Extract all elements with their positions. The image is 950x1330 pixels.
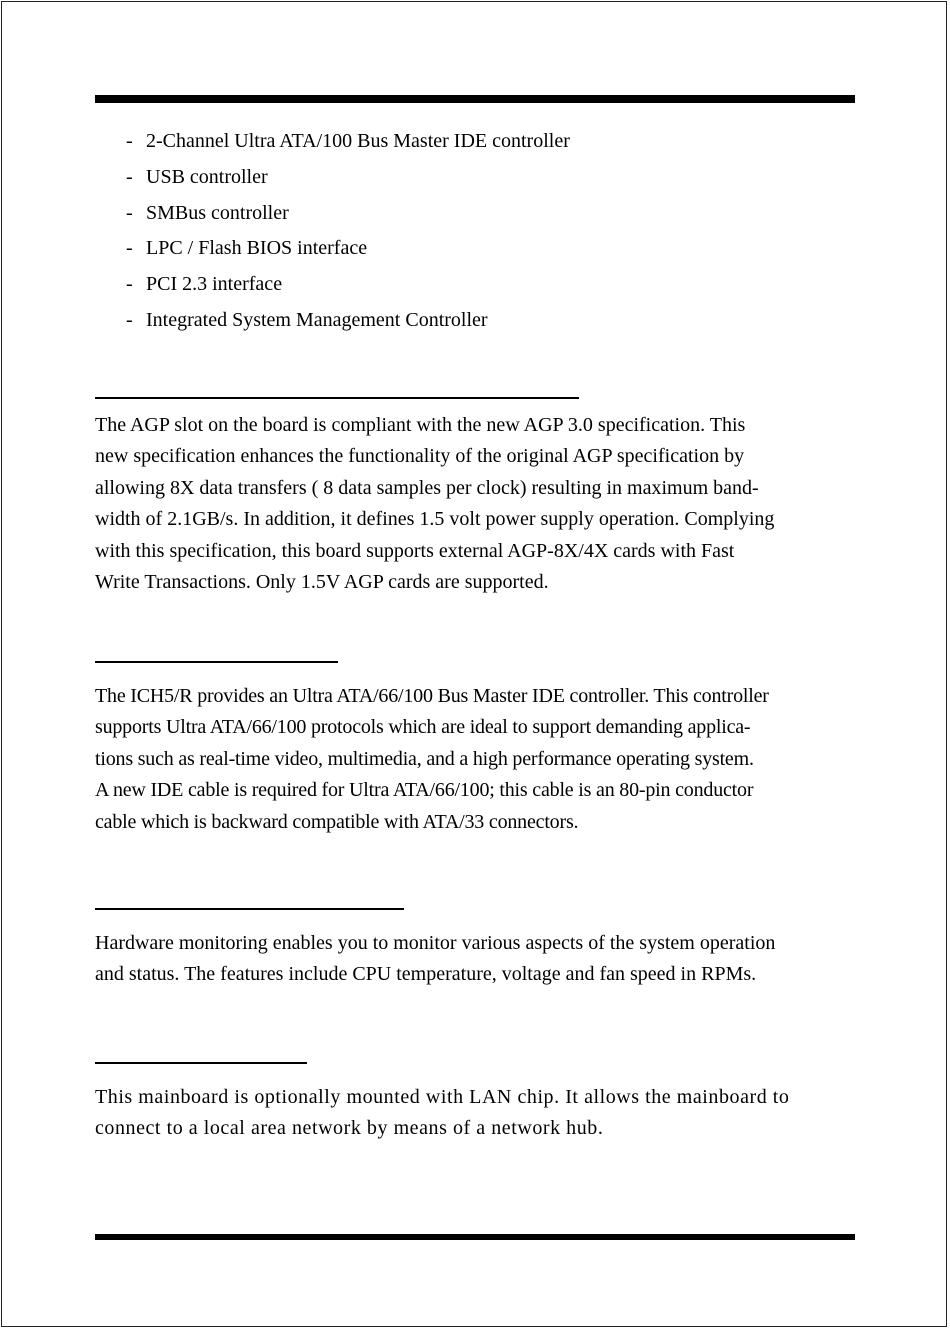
paragraph-line: The AGP slot on the board is compliant with the new AGP 3.0 specification. This: [95, 414, 746, 436]
list-item: [126, 231, 570, 267]
agp-paragraph: [95, 410, 857, 598]
list-item-text: 2-Channel Ultra ATA/100 Bus Master IDE controller: [146, 130, 570, 152]
feature-list: [126, 124, 570, 339]
list-item: [126, 196, 570, 232]
list-item-text: PCI 2.3 interface: [146, 273, 283, 296]
paragraph-line: width of 2.1GB/s. In addition, it defines 1.5 volt power supply operation. Complying: [95, 508, 775, 531]
list-marker: -: [126, 273, 133, 296]
list-item-text: SMBus controller: [146, 201, 289, 224]
ide-paragraph: [95, 681, 857, 838]
paragraph-line: connect to a local area network by means of a network hub.: [95, 1117, 604, 1140]
list-marker: -: [126, 308, 133, 331]
paragraph-line: tions such as real-time video, multimedia, and a high performance operating system.: [95, 747, 754, 770]
list-item: [126, 160, 570, 196]
list-item-text: Integrated System Management Controller: [146, 308, 488, 331]
paragraph-line: allowing 8X data transfers ( 8 data samples per clock) resulting in maximum band-: [95, 476, 759, 499]
agp-section-heading-rule: [95, 397, 579, 399]
paragraph-line: Hardware monitoring enables you to monitor various aspects of the system operation: [95, 932, 776, 954]
footer-rule: [95, 1234, 855, 1240]
paragraph-line: The ICH5/R provides an Ultra ATA/66/100 Bus Master IDE controller. This controller: [95, 685, 769, 707]
list-item-text: LPC / Flash BIOS interface: [146, 237, 368, 260]
lan-paragraph: [95, 1082, 857, 1145]
list-marker: -: [126, 130, 133, 152]
ide-section-heading-rule: [95, 661, 338, 663]
paragraph-line: and status. The features include CPU temperature, voltage and fan speed in RPMs.: [95, 963, 757, 986]
hwmon-section-heading-rule: [95, 908, 404, 910]
list-item: [126, 267, 570, 303]
list-marker: -: [126, 237, 133, 260]
header-rule: [95, 95, 855, 103]
paragraph-line: with this specification, this board supports external AGP-8X/4X cards with Fast: [95, 539, 735, 562]
paragraph-line: new specification enhances the functionality of the original AGP specification by: [95, 445, 745, 468]
list-item: [126, 303, 570, 339]
paragraph-line: This mainboard is optionally mounted with LAN chip. It allows the mainboard to: [95, 1086, 790, 1108]
list-marker: -: [126, 201, 133, 224]
paragraph-line: supports Ultra ATA/66/100 protocols which are ideal to support demanding applica-: [95, 716, 751, 739]
list-item: [126, 124, 570, 160]
hwmon-paragraph: [95, 928, 857, 991]
list-marker: -: [126, 165, 133, 188]
paragraph-line: cable which is backward compatible with ATA/33 connectors.: [95, 810, 579, 833]
paragraph-line: A new IDE cable is required for Ultra ATA/66/100; this cable is an 80-pin conductor: [95, 779, 754, 802]
paragraph-line: Write Transactions. Only 1.5V AGP cards are supported.: [95, 571, 549, 594]
list-item-text: USB controller: [146, 165, 268, 188]
lan-section-heading-rule: [95, 1062, 307, 1064]
